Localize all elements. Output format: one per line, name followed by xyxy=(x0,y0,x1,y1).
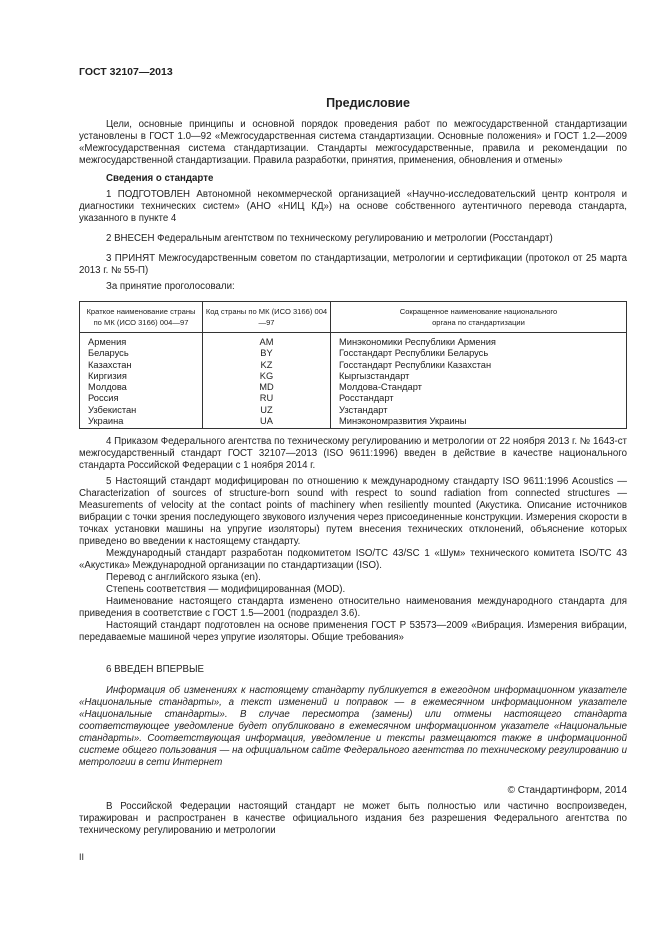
country-code: MD xyxy=(203,382,331,393)
paragraph-1: 1 ПОДГОТОВЛЕН Автономной некоммерческой организацией «Научно-исследовательский центр контроля и диагностики технических систем» (АНО «НИЦ КД») на основе собственного аутентичного перевода стандарта, указанного в пункте 4 xyxy=(79,189,627,224)
country-code: UA xyxy=(203,416,331,429)
table-row xyxy=(80,393,627,404)
table-row xyxy=(80,405,627,416)
country-name: Казахстан xyxy=(80,360,203,371)
standards-body: Молдова-Стандарт xyxy=(331,382,627,393)
table-row xyxy=(80,416,627,429)
country-name: Украина xyxy=(80,416,203,429)
standards-body: Кыргызстандарт xyxy=(331,371,627,382)
country-code: KZ xyxy=(203,360,331,371)
country-code: RU xyxy=(203,393,331,404)
country-code: BY xyxy=(203,348,331,359)
country-name: Беларусь xyxy=(80,348,203,359)
notice-paragraph: Информация об изменениях к настоящему стандарту публикуется в ежегодном информационном указателе «Национальные стандарты», а текст изменений и поправок — в ежемесячном информационном указателе «Национальные стандарты». В случае пересмотра (замены) или отмены настоящего стандарта соответствующее уведомление будет опубликовано в ежемесячном информационном указателе «Национальные стандарты». Соответствующая информация, уведомление и тексты размещаются также в информационной системе общего пользования — на официальном сайте Федерального агентства по техническому регулированию и метрологии в сети Интернет xyxy=(79,685,627,769)
standards-body: Узстандарт xyxy=(331,405,627,416)
country-name: Молдова xyxy=(80,382,203,393)
paragraph-5b: Перевод с английского языка (en). xyxy=(106,572,261,584)
paragraph-5: 5 Настоящий стандарт модифицирован по отношению к международному стандарту ISO 9611:1996 Acoustics — Characterization of sources of structure-born sound with respect to sound radiation from connected structures — Measurements of velocity at the contact points of machinery when resiliently mounted (Акустика. Описание источников вибрации с точки зрения последующего звукового излучения через присоединенные конструкции. Измерения скорости в точках установки машины на упругие изоляторы) путем внесения технических отклонений, объяснение которых приведено во введении к настоящему стандарту. xyxy=(79,476,627,548)
standards-body: Росстандарт xyxy=(331,393,627,404)
standards-body: Минэкономики Республики Армения xyxy=(331,333,627,349)
paragraph-4: 4 Приказом Федерального агентства по техническому регулированию и метрологии от 22 ноября 2013 г. № 1643-ст межгосударственный стандарт ГОСТ 32107—2013 (ISO 9611:1996) введен в действие в качестве национального стандарта Российской Федерации с 1 ноября 2014 г. xyxy=(79,436,627,472)
copyright: © Стандартинформ, 2014 xyxy=(507,785,627,797)
country-code: AM xyxy=(203,333,331,349)
table-row xyxy=(80,382,627,393)
table-header: Код страны по МК (ИСО 3166) 004—97 xyxy=(203,302,331,333)
section-heading: Сведения о стандарте xyxy=(106,173,214,184)
standards-body: Минэкономразвития Украины xyxy=(331,416,627,429)
country-name: Киргизия xyxy=(80,371,203,382)
country-code: UZ xyxy=(203,405,331,416)
table-row xyxy=(80,371,627,382)
country-name: Армения xyxy=(80,333,203,349)
table-header: Краткое наименование страны по МК (ИСО 3166) 004—97 xyxy=(80,302,203,333)
page-number: II xyxy=(79,852,85,863)
country-name: Россия xyxy=(80,393,203,404)
country-name: Узбекистан xyxy=(80,405,203,416)
page-title: Предисловие xyxy=(326,96,410,110)
voted-label: За принятие проголосовали: xyxy=(106,281,235,292)
standards-body: Госстандарт Республики Беларусь xyxy=(331,348,627,359)
paragraph-5d: Наименование настоящего стандарта изменено относительно наименования международного стандарта для приведения в соответствие с ГОСТ 1.5—2001 (подраздел 3.6). xyxy=(79,596,627,620)
document-header: ГОСТ 32107—2013 xyxy=(79,66,173,78)
paragraph-2: 2 ВНЕСЕН Федеральным агентством по техническому регулированию и метрологии (Росстандарт) xyxy=(106,233,553,244)
table-row xyxy=(80,360,627,371)
table-header: Сокращенное наименование национального органа по стандартизации xyxy=(331,302,627,333)
paragraph-3: 3 ПРИНЯТ Межгосударственным советом по стандартизации, метрологии и сертификации (протокол от 25 марта 2013 г. № 55-П) xyxy=(79,253,627,276)
paragraph-5a: Международный стандарт разработан подкомитетом ISO/TC 43/SC 1 «Шум» технического комитета ISO/TC 43 «Акустика» Международной организации по стандартизации (ISO). xyxy=(79,548,627,572)
standards-body: Госстандарт Республики Казахстан xyxy=(331,360,627,371)
intro-paragraph: Цели, основные принципы и основной порядок проведения работ по межгосударственной стандартизации установлены в ГОСТ 1.0—92 «Межгосударственная система стандартизации. Основные положения» и ГОСТ 1.2—2009 «Межгосударственная система стандартизации. Стандарты межгосударственные, правила и рекомендации по межгосударственной стандартизации. Правила разработки, принятия, применения, обновления и отмены» xyxy=(79,119,627,166)
country-code: KG xyxy=(203,371,331,382)
table-row xyxy=(80,348,627,359)
table-row xyxy=(80,333,627,349)
countries-table xyxy=(79,301,627,429)
paragraph-5c: Степень соответствия — модифицированная (MOD). xyxy=(106,584,346,596)
paragraph-5e: Настоящий стандарт подготовлен на основе применения ГОСТ Р 53573—2009 «Вибрация. Измерения вибрации, передаваемые машиной через упругие изоляторы. Общие требования» xyxy=(79,620,627,644)
paragraph-6: 6 ВВЕДЕН ВПЕРВЫЕ xyxy=(106,664,205,676)
rights-paragraph: В Российской Федерации настоящий стандарт не может быть полностью или частично воспроизведен, тиражирован и распространен в качестве официального издания без разрешения Федерального агентства по техническому регулированию и метрологии xyxy=(79,801,627,837)
